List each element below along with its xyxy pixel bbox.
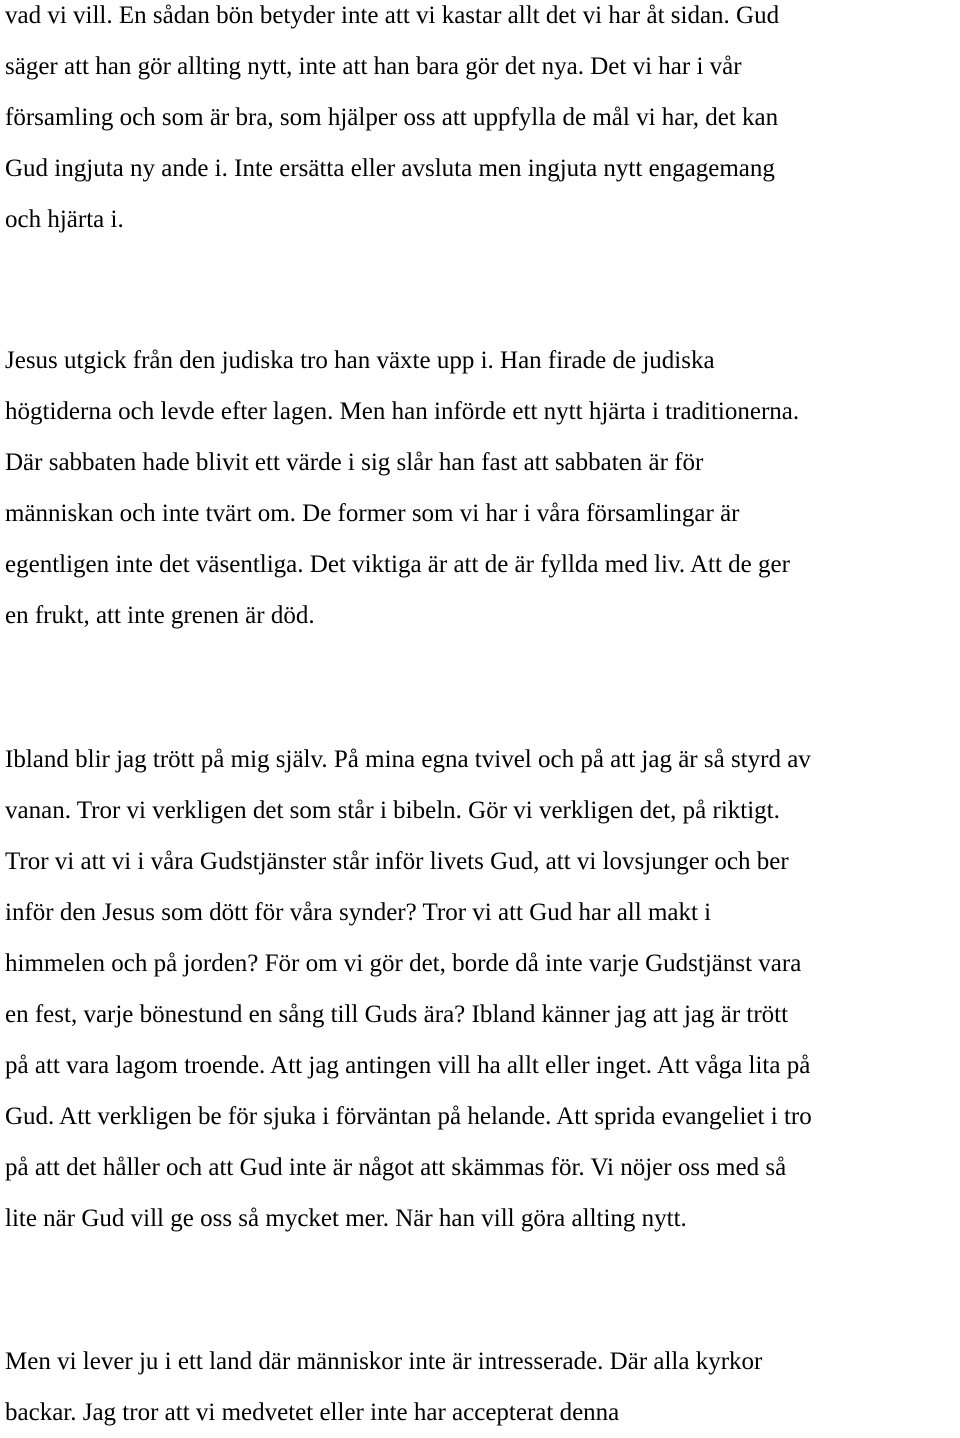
text-line: vad vi vill. En sådan bön betyder inte att vi kastar allt det vi har åt sidan. Gud bbox=[5, 2, 780, 29]
paragraph bbox=[5, 0, 779, 245]
document-page bbox=[5, 0, 960, 1430]
text-line: högtiderna och levde efter lagen. Men han införde ett nytt hjärta i traditionerna. bbox=[5, 398, 800, 425]
text-line: Tror vi att vi i våra Gudstjänster står inför livets Gud, att vi lovsjunger och ber bbox=[5, 848, 789, 875]
paragraph bbox=[5, 1336, 762, 1438]
text-line: Gud ingjuta ny ande i. Inte ersätta eller avsluta men ingjuta nytt engagemang bbox=[5, 155, 775, 182]
text-line: på att vara lagom troende. Att jag antingen vill ha allt eller inget. Att våga lita på bbox=[5, 1052, 811, 1079]
text-line: Där sabbaten hade blivit ett värde i sig slår han fast att sabbaten är för bbox=[5, 449, 704, 476]
text-line: Gud. Att verkligen be för sjuka i förväntan på helande. Att sprida evangeliet i tro bbox=[5, 1103, 812, 1130]
text-line: på att det håller och att Gud inte är något att skämmas för. Vi nöjer oss med så bbox=[5, 1154, 787, 1181]
text-line: församling och som är bra, som hjälper oss att uppfylla de mål vi har, det kan bbox=[5, 104, 779, 131]
paragraph bbox=[5, 734, 812, 1244]
text-line: egentligen inte det väsentliga. Det viktiga är att de är fyllda med liv. Att de ger bbox=[5, 551, 790, 578]
text-line: och hjärta i. bbox=[5, 206, 124, 233]
text-line: himmelen och på jorden? För om vi gör det, borde då inte varje Gudstjänst vara bbox=[5, 950, 802, 977]
text-line: människan och inte tvärt om. De former som vi har i våra församlingar är bbox=[5, 500, 740, 527]
text-line: en frukt, att inte grenen är död. bbox=[5, 602, 315, 629]
text-line: lite när Gud vill ge oss så mycket mer. När han vill göra allting nytt. bbox=[5, 1205, 687, 1232]
text-line: vanan. Tror vi verkligen det som står i bibeln. Gör vi verkligen det, på riktigt. bbox=[5, 797, 780, 824]
text-line: Men vi lever ju i ett land där människor inte är intresserade. Där alla kyrkor bbox=[5, 1348, 763, 1375]
text-line: säger att han gör allting nytt, inte att han bara gör det nya. Det vi har i vår bbox=[5, 53, 742, 80]
text-line: Ibland blir jag trött på mig själv. På mina egna tvivel och på att jag är så styrd av bbox=[5, 746, 811, 773]
paragraph bbox=[5, 335, 799, 641]
text-line: backar. Jag tror att vi medvetet eller inte har accepterat denna bbox=[5, 1399, 620, 1426]
text-line: inför den Jesus som dött för våra synder? Tror vi att Gud har all makt i bbox=[5, 899, 712, 926]
text-line: en fest, varje bönestund en sång till Guds ära? Ibland känner jag att jag är trött bbox=[5, 1001, 789, 1028]
text-line: Jesus utgick från den judiska tro han växte upp i. Han firade de judiska bbox=[5, 347, 715, 374]
